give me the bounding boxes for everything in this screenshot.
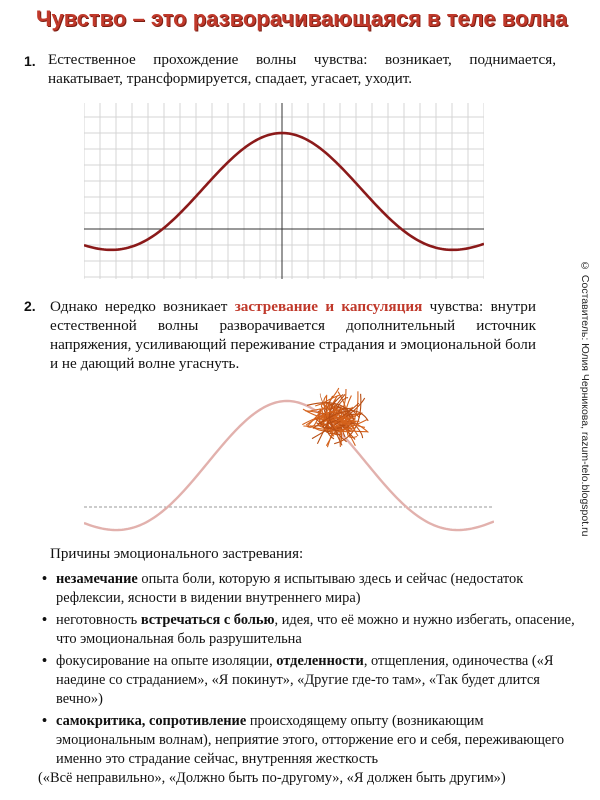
page-title: Чувство – это разворачивающаяся в теле волна [36,6,568,31]
item1-text: Естественное прохождение волны чувства: возникает, поднимается, накатывает, трансформируется, спадает, угасает, уходит. [48,51,556,87]
causes-list [40,570,580,791]
copyright-note: © Составитель: Юлия Черникова, razum-telo.blogspot.ru [579,260,591,537]
item2-number: 2. [24,298,36,314]
cause-text: происходящему опыту (возникающим эмоциональным волнам), неприятие этого, отторжение его и себя, переживающего именно это страдание сейчас, внутренняя жесткость [56,713,565,767]
faded-wave-curve [84,401,494,530]
cause-text: опыта боли, которую я испытываю здесь и сейчас (недостаток рефлексии, ясности в видении внутреннего мира) [56,571,524,606]
natural-wave-curve [84,133,484,250]
cause-bold: встречаться с болью [140,612,275,628]
cause-text: , отщепления, одиночества («Я наедине со страданием», «Я покинут», «Другие где-то там», «Так будет длится вечно») [56,653,554,707]
cause-bold: самокритика, сопротивление [56,713,247,729]
cause-item [40,570,580,608]
item1-number: 1. [24,53,36,69]
cause-pre: неготовность [56,612,141,628]
cause-pre: фокусирование на опыте изоляции, [56,653,277,669]
cause-bold: отделенности [276,653,364,669]
cause-item [40,611,580,649]
tangle-scribble-icon [302,388,368,447]
item2-text-after: чувства: внутри естественной волны разворачивается дополнительный источник напряжения, усиливающий переживание страдания и эмоциональной боли и не дающий волне угаснуть. [50,298,537,372]
natural-wave-diagram [84,103,484,279]
cause-item [40,712,580,788]
cause-bold: незамечание [56,571,138,587]
stuck-wave-diagram [84,370,494,540]
causes-title: Причины эмоционального застревания: [50,546,304,562]
cause-text: , идея, что её можно и нужно избегать, опасение, что эмоциональная боль разрушительна [56,612,575,647]
wave-grid [84,103,484,279]
cause-tail: («Всё неправильно», «Должно быть по-другому», «Я должен быть другим») [38,770,506,786]
cause-item [40,652,580,709]
item2-text [50,297,536,373]
item2-highlight: застревание и капсуляция [234,298,423,315]
item2-text-before: Однако нередко возникает [50,298,228,315]
